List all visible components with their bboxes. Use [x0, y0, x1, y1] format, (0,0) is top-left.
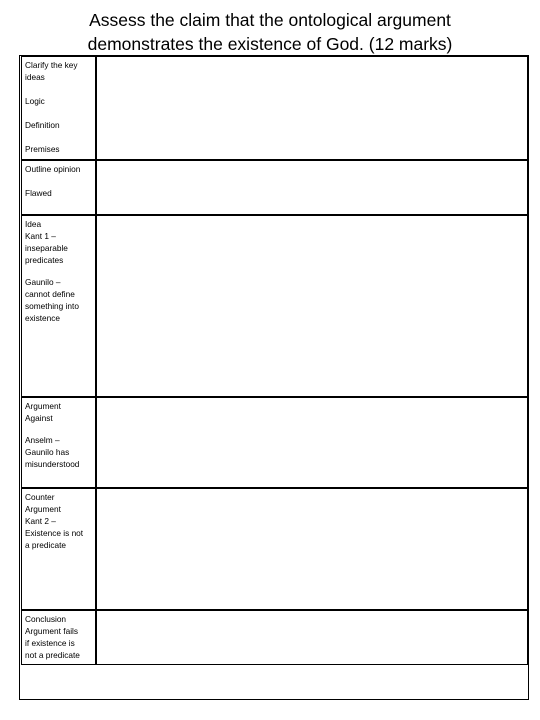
- row-argument-against: [21, 397, 528, 488]
- answer-box-opinion[interactable]: [97, 161, 527, 214]
- row-counter-argument: [21, 488, 528, 610]
- answer-box-clarify[interactable]: [97, 57, 527, 159]
- title-line-1: Assess the claim that the ontological argument: [89, 10, 451, 30]
- row-conclusion: [21, 610, 528, 665]
- prompt-argument-against: Argument Against: [25, 401, 61, 423]
- prompt-flawed: Flawed: [25, 188, 52, 198]
- answer-box-counter-argument[interactable]: [97, 489, 527, 609]
- prompt-anselm: Anselm – Gaunilo has misunderstood: [25, 435, 80, 469]
- answer-box-argument-against[interactable]: [97, 398, 527, 487]
- row-label: [22, 57, 97, 159]
- prompt-definition: Definition: [25, 120, 60, 130]
- prompt-logic: Logic: [25, 96, 45, 106]
- worksheet-title: [0, 8, 540, 56]
- answer-box-conclusion[interactable]: [97, 611, 527, 664]
- prompt-conclusion: Conclusion Argument fails if existence is not a predicate: [25, 614, 80, 660]
- row-label: [22, 161, 97, 214]
- prompt-outline-opinion: Outline opinion: [25, 164, 81, 174]
- prompt-idea-kant-1: Idea Kant 1 – inseparable predicates: [25, 219, 68, 265]
- answer-box-idea[interactable]: [97, 216, 527, 396]
- row-label: [22, 611, 97, 664]
- prompt-clarify-key-ideas: Clarify the key ideas: [25, 60, 78, 82]
- prompt-counter-argument: Counter Argument Kant 2 – Existence is not a predicate: [25, 492, 84, 550]
- row-idea: [21, 215, 528, 397]
- title-line-2: demonstrates the existence of God. (12 marks): [87, 34, 453, 54]
- row-label: [22, 398, 97, 487]
- row-clarify: [21, 56, 528, 160]
- row-opinion: [21, 160, 528, 215]
- prompt-premises: Premises: [25, 144, 60, 154]
- row-label: [22, 489, 97, 609]
- row-label: [22, 216, 97, 396]
- prompt-gaunilo: Gaunilo – cannot define something into existence: [25, 277, 79, 323]
